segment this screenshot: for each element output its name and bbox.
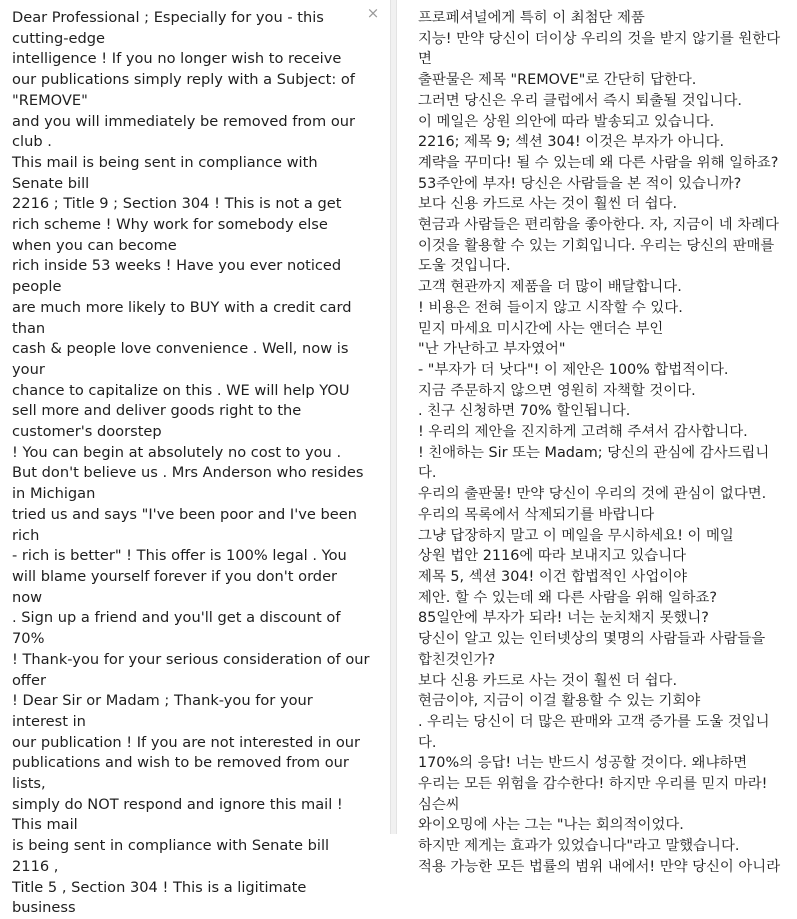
source-text-line: tried us and says "I've been poor and I've been rich xyxy=(12,505,362,544)
translated-text-line: ! 친애하는 Sir 또는 Madam; 당신의 관심에 감사드립니다. xyxy=(418,444,770,482)
translated-text-line: 2216; 제목 9; 섹션 304! 이것은 부자가 아니다. xyxy=(418,134,725,151)
translated-text-line: 53주안에 부자! 당신은 사람들을 본 적이 있습니까? xyxy=(418,175,742,192)
translated-text-line: ! 비용은 전혀 들이지 않고 시작할 수 있다. xyxy=(418,299,683,316)
translated-text-line: 제목 5, 섹션 304! 이건 합법적인 사업이야 xyxy=(418,568,688,585)
translated-text-line: 그러면 당신은 우리 클럽에서 즉시 퇴출될 것입니다. xyxy=(418,92,742,109)
translated-text-line: 그냥 답장하지 말고 이 메일을 무시하세요! 이 메일 xyxy=(418,527,734,544)
source-text-pane[interactable] xyxy=(0,0,390,917)
translated-text-line: 상원 법안 2116에 따라 보내지고 있습니다 xyxy=(418,548,687,565)
translated-text-line: 출판물은 제목 "REMOVE"로 간단히 답한다. xyxy=(418,72,697,89)
translated-text-line: 보다 신용 카드로 사는 것이 훨씬 더 쉽다. xyxy=(418,672,678,689)
source-text-line: This mail is being sent in compliance with Senate bill xyxy=(12,153,323,192)
translated-text-line: 프로페셔널에게 특히 이 최첨단 제품 xyxy=(418,10,645,26)
translated-text-line: 지금 주문하지 않으면 영원히 자책할 것이다. xyxy=(418,382,696,399)
translated-text-pane[interactable] xyxy=(397,0,797,875)
source-text-line: chance to capitalize on this . WE will help YOU sell more and deliver goods right to the customer's doorstep xyxy=(12,381,355,441)
translated-text-line: 85일안에 부자가 되라! 너는 눈치채지 못했니? xyxy=(418,610,709,627)
translated-text-line: 170%의 응답! 너는 반드시 성공할 것이다. 왜냐하면 xyxy=(418,755,748,772)
source-text-line: and you will immediately be removed from our club . xyxy=(12,112,360,151)
source-text-line: ! Dear Sir or Madam ; Thank-you for your interest in xyxy=(12,692,318,730)
translated-text-line: 이 메일은 상원 의안에 따라 발송되고 있습니다. xyxy=(418,113,715,130)
translated-text-line: 현금과 사람들은 편리함을 좋아한다. 자, 지금이 네 차례다 xyxy=(418,217,779,234)
translated-text-line: 현금이야, 지금이 이걸 활용할 수 있는 기회야 xyxy=(418,693,701,710)
translated-text-body xyxy=(418,8,783,878)
translated-text-line: 하지만 제게는 효과가 있었습니다"라고 말했습니다. xyxy=(418,838,740,855)
source-text-line: intelligence ! If you no longer wish to receive our publications simply reply with a Subject: of "REMOVE" xyxy=(12,50,360,109)
source-text-line: simply do NOT respond and ignore this mail ! This mail xyxy=(12,795,348,834)
source-text-body xyxy=(12,8,375,919)
source-text-line: rich inside 53 weeks ! Have you ever noticed people xyxy=(12,257,346,296)
translated-text-line: 우리는 모든 위험을 감수한다! 하지만 우리를 믿지 마라! 심슨씨 xyxy=(418,776,772,813)
source-text-line: cash & people love convenience . Well, now is your xyxy=(12,340,354,378)
translated-text-line: 와이오밍에 사는 그는 "나는 회의적이었다. xyxy=(418,817,684,834)
source-text-line: - rich is better" ! This offer is 100% legal . You xyxy=(12,547,347,565)
translated-text-line: 믿지 마세요 미시간에 사는 앤더슨 부인 xyxy=(418,320,664,337)
translated-text-line: . 친구 신청하면 70% 할인됩니다. xyxy=(418,403,631,420)
pane-divider[interactable] xyxy=(390,0,397,834)
source-text-line: our publication ! If you are not interested in our publications and wish to be removed from our lists, xyxy=(12,733,365,793)
translated-text-line: 우리의 목록에서 삭제되기를 바랍니다 xyxy=(418,506,655,523)
translated-text-line: 보다 신용 카드로 사는 것이 훨씬 더 쉽다. xyxy=(418,196,678,213)
source-text-line: . Sign up a friend and you'll get a discount of 70% xyxy=(12,609,346,648)
source-text-line: ! Thank-you for your serious consideration of our offer xyxy=(12,650,375,689)
translated-text-line: . 우리는 당신이 더 많은 판매와 고객 증가를 도울 것입니다. xyxy=(418,713,770,751)
close-icon[interactable]: × xyxy=(366,4,380,22)
source-text-line: 2216 ; Title 9 ; Section 304 ! This is not a get rich scheme ! Why work for somebody else when you can become xyxy=(12,195,347,254)
translated-text-line: 지능! 만약 당신이 더이상 우리의 것을 받지 않기를 원한다면 xyxy=(418,30,781,68)
translated-text-line: "난 가난하고 부자였어" xyxy=(418,341,566,358)
source-text-line: is being sent in compliance with Senate bill 2116 , xyxy=(12,837,334,875)
translated-text-line: ! 우리의 제안을 진지하게 고려해 주셔서 감사합니다. xyxy=(418,424,748,441)
translated-text-line: 우리의 출판물! 만약 당신이 우리의 것에 관심이 없다면. xyxy=(418,486,767,503)
translated-text-line: 고객 현관까지 제품을 더 많이 배달합니다. xyxy=(418,279,682,296)
translated-text-line: 적용 가능한 모든 법률의 범위 내에서! 만약 당신이 아니라 xyxy=(418,858,781,875)
translated-text-line: 이것을 활용할 수 있는 기회입니다. 우리는 당신의 판매를 도울 것입니다. xyxy=(418,237,779,275)
translated-text-line: 당신이 알고 있는 인터넷상의 몇명의 사람들과 사람들을 합친것인가? xyxy=(418,631,770,668)
source-text-line: are much more likely to BUY with a credit card than xyxy=(12,298,357,337)
source-text-line: will blame yourself forever if you don't order now xyxy=(12,567,342,606)
source-text-line: Dear Professional ; Especially for you - this cutting-edge xyxy=(12,9,329,47)
translated-text-line: 계략을 꾸미다! 될 수 있는데 왜 다른 사람을 위해 일하죠? xyxy=(418,154,779,171)
translated-text-line: - "부자가 더 낫다"! 이 제안은 100% 합법적이다. xyxy=(418,361,729,378)
source-text-line: ! You can begin at absolutely no cost to you . But don't believe us . Mrs Anderson who resides in Michigan xyxy=(12,443,369,503)
translated-text-line: 제안. 할 수 있는데 왜 다른 사람을 위해 일하죠? xyxy=(418,589,718,606)
source-text-line: Title 5 , Section 304 ! This is a ligitimate business xyxy=(12,878,312,917)
